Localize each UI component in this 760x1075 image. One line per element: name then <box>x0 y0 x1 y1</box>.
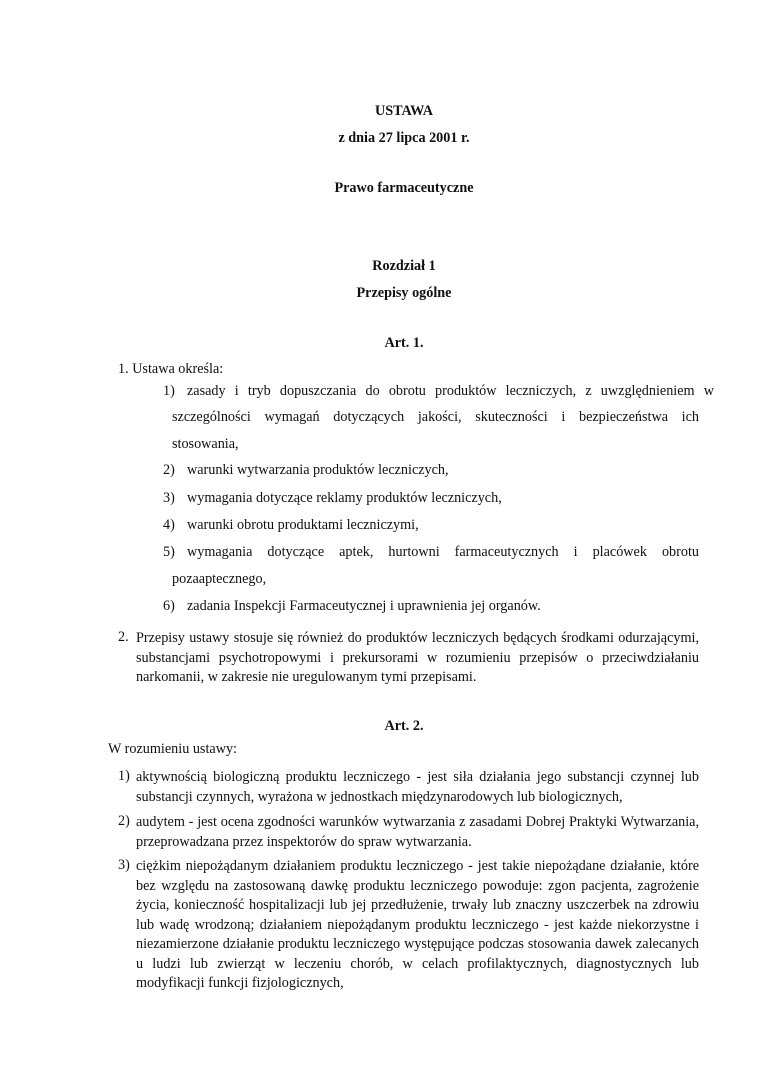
article-1-item-line: warunki obrotu produktami leczniczymi, <box>187 517 419 533</box>
document-date: z dnia 27 lipca 2001 r. <box>338 130 470 146</box>
article-2-heading: Art. 2. <box>384 718 424 734</box>
article-2-item-number: 1) <box>118 768 130 784</box>
article-1-item-number: 6) <box>163 598 175 614</box>
article-1-item-line: warunki wytwarzania produktów leczniczych, <box>187 462 449 478</box>
article-1-item-number: 5) <box>163 544 175 560</box>
article-2-item-number: 2) <box>118 813 130 829</box>
article-2-item-number: 3) <box>118 857 130 873</box>
article-1-paragraph-2-number: 2. <box>118 629 129 645</box>
article-1-item-line: wymagania dotyczące reklamy produktów leczniczych, <box>187 490 502 506</box>
article-2-item-text: ciężkim niepożądanym działaniem produktu leczniczego - jest takie niepożądane działanie, które bez względu na zastosowaną dawkę produktu leczniczego powoduje: zgon pacjenta, zagrożenie życia, konieczność hospitalizacji lub jej przedłużenie, trwały lub znaczny uszczerbek na zdrowiu lub wadę wrodzoną; działaniem niepożądanym produktu leczniczego - jest każde niekorzystne i niezamierzone działanie produktu leczniczego występujące podczas stosowania dawek zalecanych u ludzi lub zwierząt w leczeniu chorób, w celach profilaktycznych, diagnostycznych lub modyfikacji funkcji fizjologicznych, <box>136 858 699 991</box>
article-1-item-line: pozaaptecznego, <box>172 571 267 587</box>
article-1-item-number: 2) <box>163 462 175 478</box>
article-1-heading: Art. 1. <box>384 335 424 351</box>
article-1-item-line: stosowania, <box>172 436 239 452</box>
article-1-item-line: szczególności wymagań dotyczących jakości, skuteczności i bezpieczeństwa ich <box>172 409 699 425</box>
article-2-intro: W rozumieniu ustawy: <box>108 741 237 757</box>
article-1-item-number: 3) <box>163 490 175 506</box>
article-1-paragraph-1-intro: 1. Ustawa określa: <box>118 361 224 377</box>
article-2-item-text: aktywnością biologiczną produktu leczniczego - jest siła działania jego substancji czynnej lub substancji czynnych, wyrażona w jednostkach międzynarodowych lub biologicznych, <box>136 769 699 805</box>
chapter-number: Rozdział 1 <box>372 258 436 274</box>
article-1-item-line: zadania Inspekcji Farmaceutycznej i uprawnienia jej organów. <box>187 598 541 614</box>
article-1-item-number: 4) <box>163 517 175 533</box>
article-1-item-number: 1) <box>163 383 175 399</box>
article-1-item-line: zasady i tryb dopuszczania do obrotu produktów leczniczych, z uwzględnieniem w <box>187 383 714 399</box>
article-2-item-text: audytem - jest ocena zgodności warunków wytwarzania z zasadami Dobrej Praktyki Wytwarzania, przeprowadzana przez inspektorów do spraw wytwarzania. <box>136 814 699 850</box>
article-1-item-line: wymagania dotyczące aptek, hurtowni farmaceutycznych i placówek obrotu <box>187 544 699 560</box>
chapter-title: Przepisy ogólne <box>356 285 452 301</box>
document-title: Prawo farmaceutyczne <box>334 180 474 196</box>
article-1-paragraph-2-text: Przepisy ustawy stosuje się również do produktów leczniczych będących środkami odurzającymi, substancjami psychotropowymi i prekursorami w rozumieniu przepisów o przeciwdziałaniu narkomanii, w zakresie nie uregulowanym tymi przepisami. <box>136 630 699 685</box>
document-type: USTAWA <box>374 103 434 119</box>
